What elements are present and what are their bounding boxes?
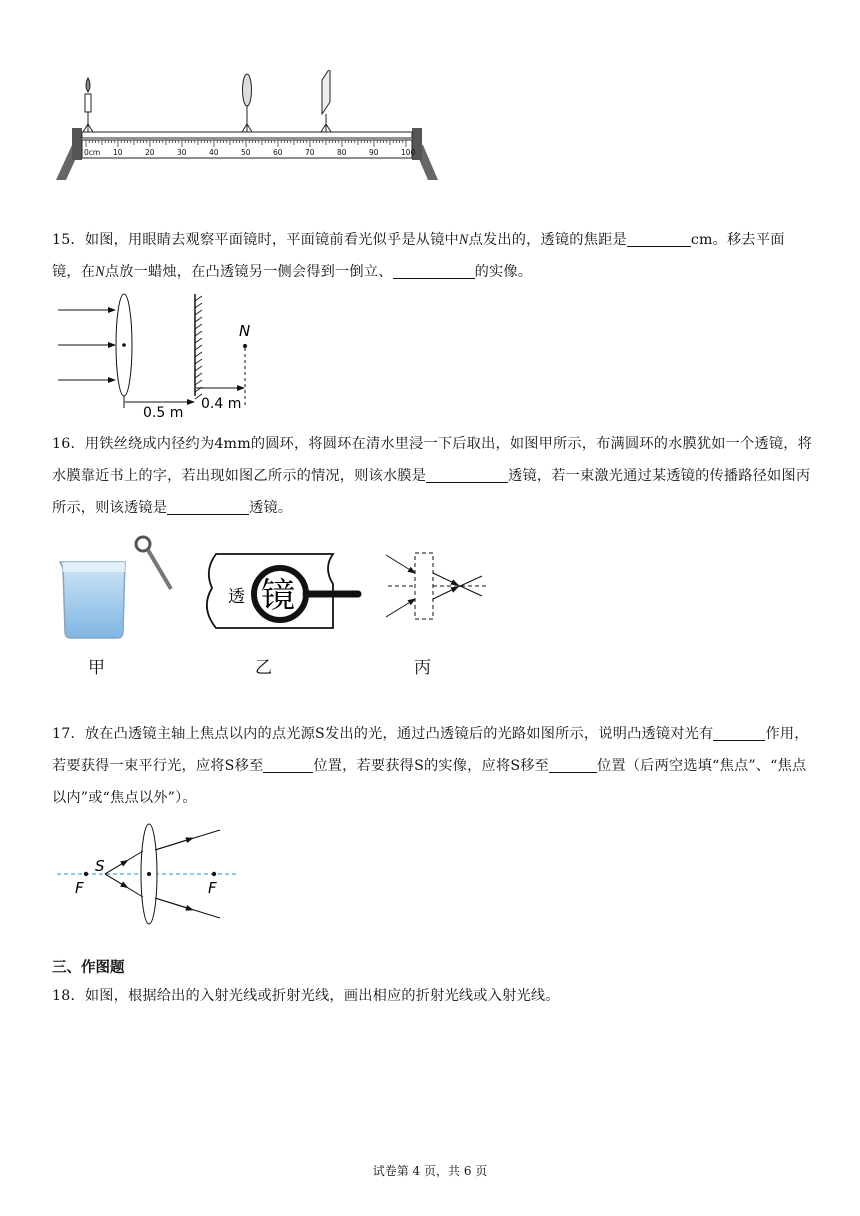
mirror-hatch-line — [195, 373, 202, 378]
q15-text-4: 点放一蜡烛，在凸透镜另一侧会得到一倒立、 — [104, 264, 393, 280]
candle — [83, 78, 93, 132]
dim-label-0-4m: 0.4 m — [201, 396, 242, 412]
unknown-lens-box — [415, 553, 433, 619]
ruler-tick-label: 70 — [305, 148, 315, 157]
q17-figure — [55, 823, 245, 928]
label-bing: 丙 — [414, 658, 431, 678]
ruler-tick-label: 40 — [209, 148, 219, 157]
mirror-hatch-line — [195, 317, 202, 322]
mirror-hatching — [195, 296, 202, 399]
ruler-tick-label: 80 — [337, 148, 347, 157]
q17-text-3: 位置，若要获得S的实像，应将S移至 — [313, 758, 550, 774]
section-title: 三、作图题 — [52, 960, 125, 976]
lens-center-q17 — [147, 872, 151, 876]
question-18 — [52, 980, 812, 1012]
mirror-hatch-line — [195, 303, 202, 308]
figure-beaker-wire-ring — [55, 534, 180, 644]
book-char-small: 透 — [228, 587, 245, 607]
mirror-hatch-line — [195, 331, 202, 336]
q15-figure — [55, 290, 265, 420]
q17-blank-2[interactable] — [263, 756, 313, 773]
label-jia: 甲 — [88, 658, 105, 678]
q15-text-2: 点发出的，透镜的焦距是 — [468, 232, 627, 248]
q15-blank-1[interactable] — [627, 230, 691, 247]
focus-right-label: F — [208, 879, 217, 897]
mirror-hatch-line — [195, 310, 202, 315]
mirror-hatch-line — [195, 366, 202, 371]
mirror-hatch-line — [195, 324, 202, 329]
question-16 — [52, 428, 812, 524]
source-s-label: S — [95, 857, 105, 875]
q15-text-3: cm。移去平面镜，在 — [52, 232, 785, 280]
book-char-magnified: 镜 — [261, 576, 295, 616]
q17-text-2: 作用，若要获得一束平行光，应将S移至 — [52, 726, 809, 774]
q15-blank-2[interactable] — [393, 262, 475, 279]
mirror-hatch-line — [195, 338, 202, 343]
ruler-tick-label: 20 — [145, 148, 155, 157]
q17-blank-1[interactable] — [713, 724, 765, 741]
mirror-hatch-line — [195, 352, 202, 357]
ruler-tick-label: 100 — [401, 148, 416, 157]
question-15 — [52, 224, 812, 288]
dim-label-0-5m: 0.5 m — [143, 405, 184, 420]
focus-left-dot — [84, 872, 88, 876]
lens-on-holder — [242, 74, 252, 132]
q16-blank-1[interactable] — [426, 466, 508, 483]
ruler-tick-label: 10 — [113, 148, 123, 157]
figure-book-magnifier — [198, 548, 363, 633]
mirror-hatch-line — [195, 296, 202, 301]
page-footer: 试卷第 4 页，共 6 页 — [372, 1164, 488, 1178]
q16-text-1: 16．用铁丝绕成内径约为4mm的圆环，将圆环在清水里浸一下后取出，如图甲所示，布满圆环的水膜犹如一个透镜，将水膜靠近书上的字，若出现如图乙所示的情况，则该水膜是 — [52, 436, 812, 484]
ruler-tick-label: 0cm — [84, 148, 101, 157]
q16-blank-2[interactable] — [167, 498, 249, 515]
q16-text-2: 透镜，若一束激光通过某透镜的传播路径如图丙所示，则该透镜是 — [52, 468, 811, 516]
focus-left-label: F — [75, 879, 84, 897]
mirror-hatch-line — [195, 359, 202, 364]
bench-rail — [82, 132, 412, 138]
q18-text: 18．如图，根据给出的入射光线或折射光线，画出相应的折射光线或入射光线。 — [52, 988, 560, 1004]
question-17 — [52, 718, 812, 814]
point-n-label: N — [239, 322, 251, 340]
ruler-tick-label: 30 — [177, 148, 187, 157]
mirror-hatch-line — [195, 345, 202, 350]
point-n-dot — [243, 344, 247, 348]
figure-laser-box — [378, 545, 493, 635]
wire-ring — [136, 537, 171, 589]
ruler-tick-label: 50 — [241, 148, 251, 157]
beaker — [60, 562, 125, 638]
q15-point-n-2: N — [95, 264, 105, 280]
focus-right-dot — [212, 872, 216, 876]
q16-text-3: 透镜。 — [249, 500, 293, 516]
lens-center — [122, 343, 126, 347]
ruler-tick-label: 60 — [273, 148, 283, 157]
q17-text-4: 位置（后两空选填“焦点”、“焦点以内”或“焦点以外”）。 — [52, 758, 807, 806]
ruler-tick-label: 90 — [369, 148, 379, 157]
q17-blank-3[interactable] — [549, 756, 597, 773]
q15-text-1: 15．如图，用眼睛去观察平面镜时，平面镜前看光似乎是从镜中 — [52, 232, 459, 248]
q15-point-n-1: N — [458, 232, 469, 248]
bench-left-block — [72, 128, 82, 160]
label-yi: 乙 — [255, 658, 272, 678]
optical-bench-figure — [50, 70, 450, 185]
mirror-hatch-line — [195, 380, 202, 385]
screen-on-holder — [321, 70, 331, 132]
q17-text-1: 17．放在凸透镜主轴上焦点以内的点光源S发出的光，通过凸透镜后的光路如图所示，说明凸透镜对光有 — [52, 726, 714, 742]
q15-text-5: 的实像。 — [474, 264, 533, 280]
